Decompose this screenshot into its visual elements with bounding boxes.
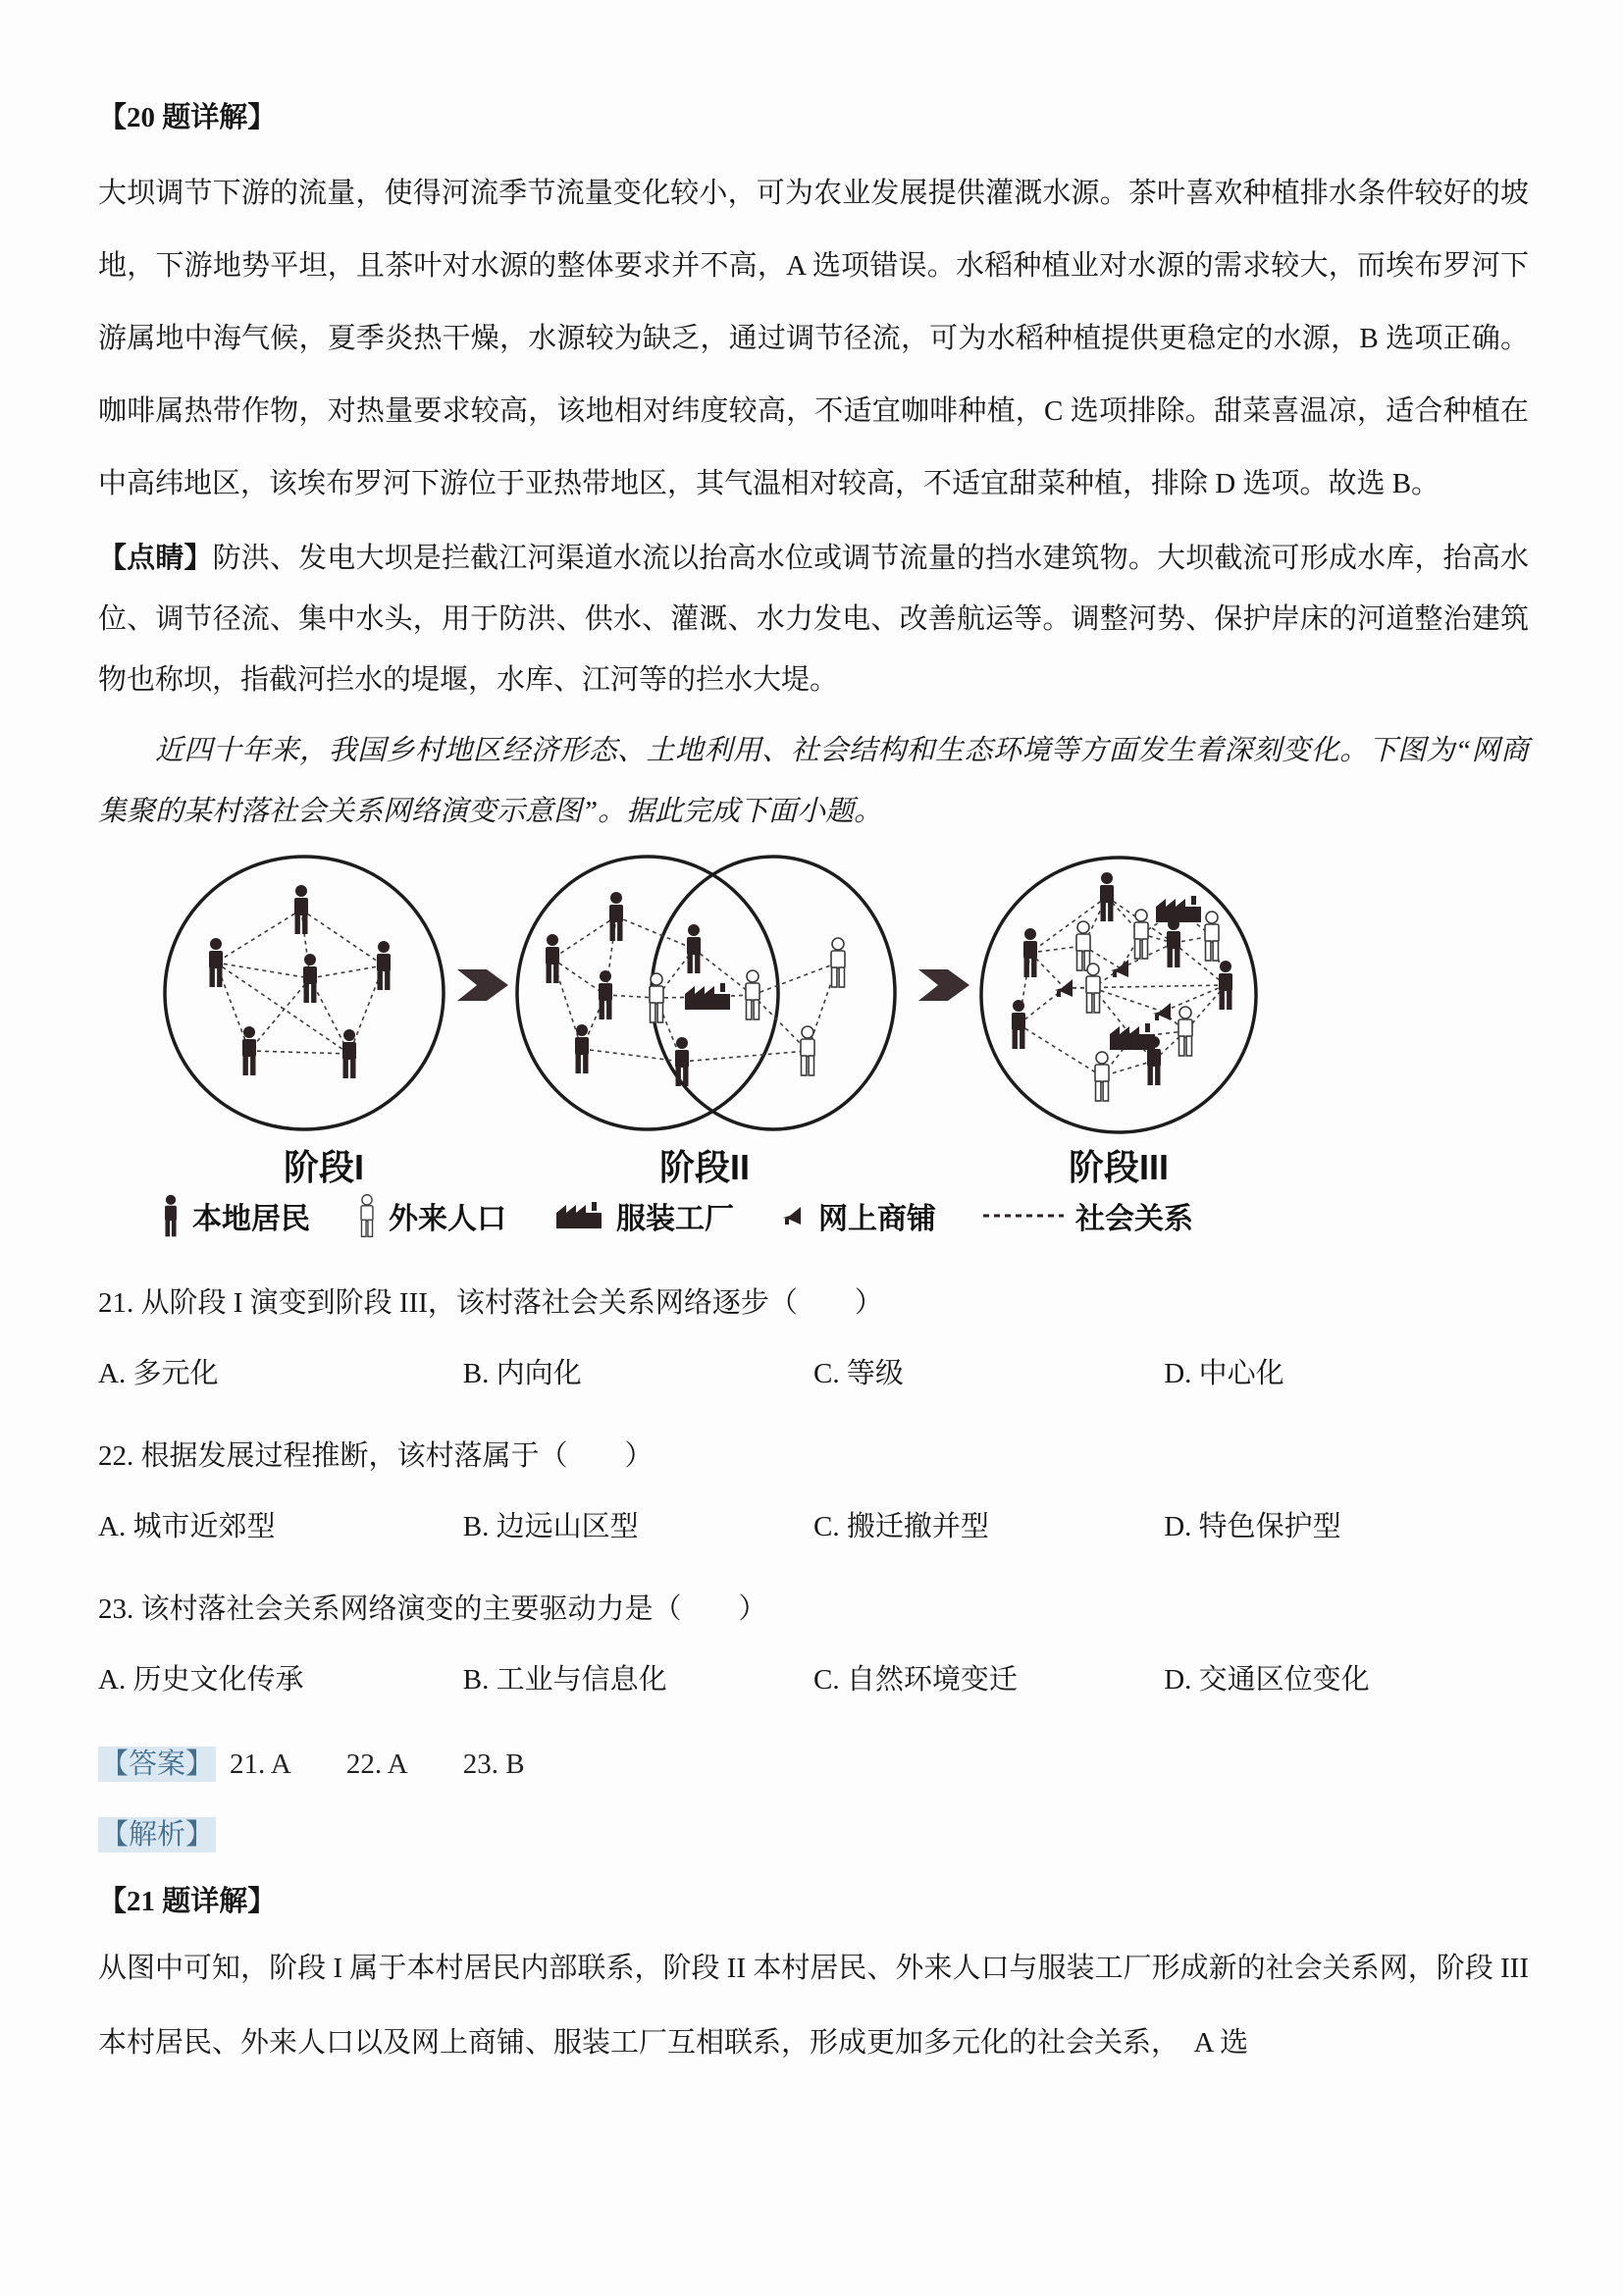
local-resident-icon	[546, 934, 559, 983]
option-c: C. 自然环境变迁	[812, 1664, 1018, 1696]
explain20-body: 大坝调节下游的流量，使得河流季节流量变化较小，可为农业发展提供灌溉水源。茶叶喜欢种植排水条件较好的坡地，下游地势平坦，且茶叶对水源的整体要求并不高，A 选项错误。水稻种植业对水源的需求较大，而埃布罗河下游属地中海气候，夏季炎热干燥，水源较为缺乏，通过调节径流，可为水稻种植提供更稳定的水源，B 选项正确。咖啡属热带作物，对热量要求较高，该地相对纬度较高，不适宜咖啡种植，C 选项排除。甜菜喜温凉，适合种植在中高纬地区，该埃布罗河下游位于亚热带地区，其气温相对较高，不适宜甜菜种植，排除 D 选项。故选 B。	[98, 178, 1529, 499]
tip-body: 防洪、发电大坝是拦截江河渠道水流以抬高水位或调节流量的挡水建筑物。大坝截流可形成水库，抬高水位、调节径流、集中水头，用于防洪、供水、灌溉、水力发电、改善航运等。调整河势、保护岸床的河道整治建筑物也称坝，指截河拦水的堤堰，水库、江河等的拦水大堤。	[98, 543, 1529, 696]
social-network-diagram	[98, 848, 1531, 1191]
option-a: A. 多元化	[98, 1358, 219, 1389]
online-shop-icon	[1153, 1003, 1171, 1020]
question-21	[98, 1268, 1529, 1409]
stage1-label: 阶段I	[283, 1147, 365, 1187]
local-resident-icon	[687, 924, 701, 973]
questions-section	[98, 1268, 1529, 1715]
option-a: A. 历史文化传承	[98, 1664, 304, 1696]
explain21-body: 从图中可知，阶段 I 属于本村居民内部联系，阶段 II 本村居民、外来人口与服装工厂形成新的社会关系网，阶段 III 本村居民、外来人口以及网上商铺、服装工厂互相联系，形成更加多元化的社会关系， A 选	[98, 1953, 1529, 2059]
option-b: B. 内向化	[462, 1358, 582, 1389]
legend-online-shop	[779, 1194, 936, 1237]
migrant-icon	[831, 938, 845, 987]
migrant-icon	[1134, 910, 1148, 959]
local-resident-icon	[209, 938, 223, 987]
question-stem: 22. 根据发展过程推断，该村落属于（ ）	[98, 1440, 654, 1472]
answers-line	[98, 1729, 1529, 1800]
local-resident-icon	[599, 970, 612, 1019]
legend-social-tie	[981, 1194, 1193, 1237]
social-tie-line	[1163, 985, 1226, 1012]
answer-23: 23. B	[462, 1748, 525, 1780]
social-tie-line	[216, 910, 301, 963]
local-resident-icon	[1023, 928, 1037, 977]
stage3-circle	[981, 858, 1256, 1132]
migrant-icon	[1086, 964, 1100, 1013]
dashed-line-icon	[981, 1210, 1066, 1222]
social-tie-line	[552, 916, 616, 959]
answer-22: 22. A	[345, 1748, 408, 1780]
option-c: C. 搬迁撤并型	[812, 1511, 989, 1542]
local-resident-icon	[377, 941, 391, 990]
migrant-icon	[801, 1026, 814, 1075]
arrow-stage1-to-stage2-icon	[457, 969, 508, 1001]
social-tie-line	[1030, 946, 1083, 953]
local-resident-icon	[242, 1026, 256, 1075]
question-options	[98, 1491, 1529, 1562]
social-tie-line	[310, 965, 384, 978]
analysis-label: 【解析】	[100, 1819, 215, 1851]
option-c: C. 等级	[812, 1358, 904, 1389]
legend-label: 网上商铺	[818, 1203, 936, 1235]
stage2-circle-left	[517, 857, 778, 1129]
social-tie-line	[1093, 988, 1163, 1012]
answer-21: 21. A	[230, 1748, 291, 1780]
migrant-icon	[650, 973, 663, 1022]
local-resident-icon	[342, 1029, 356, 1078]
local-resident-icon	[303, 954, 317, 1003]
question-options	[98, 1338, 1529, 1409]
social-tie-line	[753, 963, 838, 995]
online-shop-icon	[1111, 960, 1128, 977]
online-shop-icon	[1055, 979, 1073, 997]
option-b: B. 边远山区型	[462, 1511, 639, 1542]
migrant-icon	[1205, 912, 1219, 961]
option-d: D. 中心化	[1164, 1358, 1284, 1389]
local-resident-icon	[609, 892, 623, 941]
tip-paragraph	[98, 528, 1529, 710]
social-tie-line	[216, 963, 310, 978]
factory-icon	[1110, 1023, 1155, 1050]
explain21-header: 【21 题详解】	[98, 1886, 277, 1917]
social-tie-line	[753, 995, 808, 1051]
migrant-icon	[1076, 921, 1090, 970]
local-resident-icon	[1219, 961, 1232, 1010]
migrant-icon	[1178, 1007, 1192, 1056]
social-network-evolution-figure	[98, 848, 1529, 1240]
social-tie-line	[1102, 1061, 1154, 1076]
local-resident-icon	[575, 1024, 589, 1073]
social-tie-line	[249, 978, 310, 1051]
stage3-label: 阶段III	[1068, 1147, 1170, 1187]
online-shop-icon	[779, 1202, 809, 1229]
migrant-icon	[355, 1193, 379, 1238]
legend-migrant	[355, 1193, 506, 1238]
network-nodes-layer	[209, 872, 1232, 1101]
question-intro: 近四十年来，我国乡村地区经济形态、土地利用、社会结构和生态环境等方面发生着深刻变化。下图为“网商集聚的某村落社会关系网络演变示意图”。据此完成下面小题。	[98, 735, 1529, 827]
social-tie-line	[1019, 1024, 1102, 1076]
social-tie-line	[552, 959, 605, 995]
legend-label: 社会关系	[1075, 1203, 1193, 1235]
local-resident-icon	[675, 1037, 689, 1086]
legend-local-resident	[159, 1193, 310, 1238]
diagram-legend	[98, 1191, 1529, 1240]
option-d: D. 交通区位变化	[1164, 1664, 1370, 1696]
factory-icon	[551, 1199, 606, 1232]
factory-icon	[685, 983, 730, 1010]
social-tie-line	[216, 963, 349, 1054]
local-resident-icon	[1167, 918, 1180, 967]
option-d: D. 特色保护型	[1164, 1511, 1341, 1542]
stage2-label: 阶段II	[658, 1147, 751, 1187]
local-resident-icon	[294, 885, 308, 934]
migrant-icon	[1095, 1052, 1109, 1101]
explain20-header: 【20 题详解】	[98, 102, 277, 133]
arrow-stage2-to-stage3-icon	[918, 969, 969, 1001]
question-23	[98, 1574, 1529, 1715]
option-b: B. 工业与信息化	[462, 1664, 667, 1696]
question-stem: 21. 从阶段 I 演变到阶段 III，该村落社会关系网络逐步（ ）	[98, 1287, 883, 1319]
migrant-icon	[746, 970, 759, 1019]
local-resident-icon	[1147, 1036, 1161, 1085]
local-resident-icon	[159, 1193, 183, 1238]
option-a: A. 城市近郊型	[98, 1511, 276, 1542]
social-tie-line	[616, 916, 694, 949]
legend-label: 本地居民	[192, 1203, 310, 1235]
legend-label: 外来人口	[389, 1203, 506, 1235]
question-stem: 23. 该村落社会关系网络演变的主要驱动力是（ ）	[98, 1593, 767, 1625]
factory-icon	[1156, 896, 1201, 922]
social-tie-line	[682, 1051, 808, 1062]
tip-label: 【点睛】	[98, 543, 213, 574]
social-tie-line	[1030, 897, 1107, 953]
answers-label: 【答案】	[100, 1748, 215, 1780]
social-tie-line	[249, 1051, 349, 1054]
local-resident-icon	[1012, 1000, 1025, 1049]
question-options	[98, 1644, 1529, 1715]
legend-factory	[551, 1194, 734, 1237]
question-22	[98, 1421, 1529, 1562]
analysis-line	[98, 1800, 1529, 1870]
local-resident-icon	[1100, 872, 1114, 921]
legend-label: 服装工厂	[616, 1203, 734, 1235]
